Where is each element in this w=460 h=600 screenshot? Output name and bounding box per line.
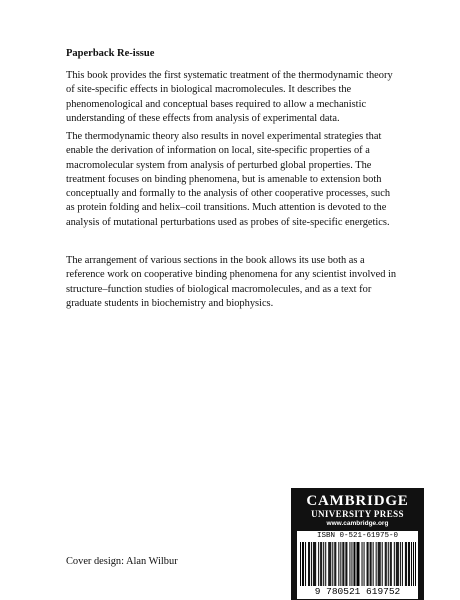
paragraph-line: This book provides the first systematic treatment of the thermodynamic theory xyxy=(66,70,393,81)
paragraph-line: understanding of these effects from analysis of experimental data. xyxy=(66,112,340,124)
barcode-icon xyxy=(300,542,416,586)
publisher-logo-subtitle: UNIVERSITY PRESS xyxy=(311,509,404,519)
barcode-number: 9 780521 619752 xyxy=(314,586,401,597)
paragraph-line: reference work on cooperative binding phenomena for any scientist involved in xyxy=(66,269,397,281)
publisher-logo-name: CAMBRIDGE xyxy=(306,493,409,509)
description-paragraph-2 xyxy=(66,130,406,230)
publisher-block xyxy=(291,488,424,600)
paragraph-line: graduate students in biochemistry and biophysics. xyxy=(66,297,274,309)
description-paragraph-1 xyxy=(66,69,406,126)
publisher-url: www.cambridge.org xyxy=(326,520,389,527)
isbn-label: ISBN 0-521-61975-0 xyxy=(316,532,398,540)
paragraph-line: as protein folding and helix–coil transitions. Much attention is devoted to the xyxy=(66,202,387,214)
cover-design-credit: Cover design: Alan Wilbur xyxy=(66,556,178,567)
paragraph-line: conceptually and formally to the analysis of other cooperative processes, such xyxy=(66,188,391,200)
paragraph-line: macromolecular system from analysis of perturbed global properties. The xyxy=(66,159,372,171)
paragraph-line: structure–function studies of biological macromolecules, and as a text for xyxy=(66,283,372,295)
reissue-heading: Paperback Re-issue xyxy=(66,48,155,59)
paragraph-line: The arrangement of various sections in the book allows its use both as a xyxy=(66,255,365,266)
description-paragraph-3 xyxy=(66,254,406,311)
isbn-panel xyxy=(297,531,418,599)
paragraph-line: treatment focuses on binding phenomena, but is amenable to extension both xyxy=(66,173,382,185)
paragraph-line: The thermodynamic theory also results in novel experimental strategies that xyxy=(66,131,382,142)
paragraph-line: enable the derivation of information on local, site-specific properties of a xyxy=(66,145,370,157)
paragraph-line: phenomenological and conceptual bases required to allow a mechanistic xyxy=(66,98,367,110)
paragraph-line: of site-specific effects in biological macromolecules. It describes the xyxy=(66,84,352,96)
paragraph-line: analysis of mutational perturbations used as probes of site-specific energetics. xyxy=(66,216,390,228)
